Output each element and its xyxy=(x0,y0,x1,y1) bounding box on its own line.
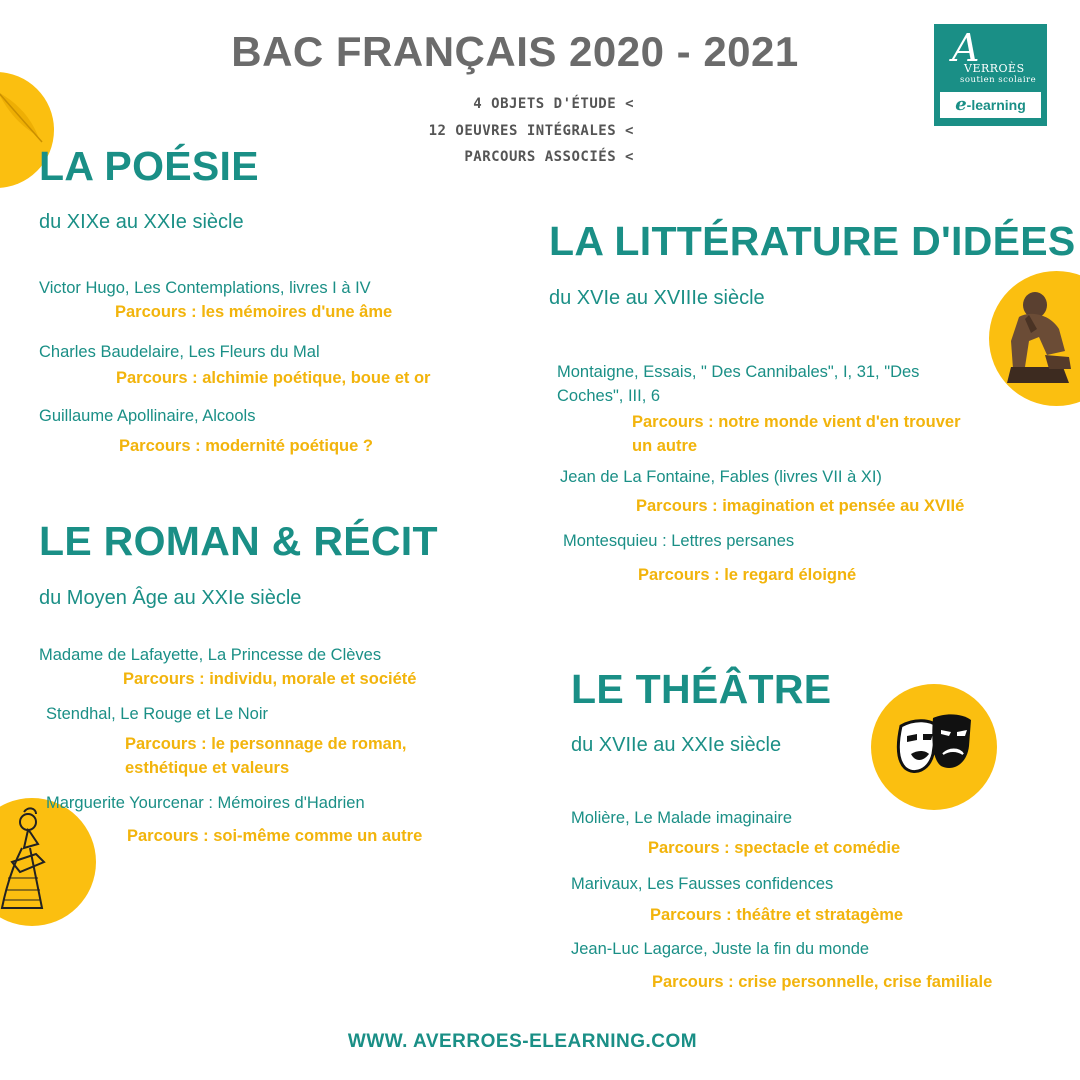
idees-work-1-line-1: Montaigne, Essais, " Des Cannibales", I, 31, "Des xyxy=(557,363,920,381)
roman-parcours-1: Parcours : individu, morale et société xyxy=(123,670,417,688)
roman-title: LE ROMAN & RÉCIT xyxy=(39,518,438,564)
logo-name: VERROÈS xyxy=(964,62,1025,75)
roman-parcours-3: Parcours : soi-même comme un autre xyxy=(127,827,423,845)
idees-circle xyxy=(989,271,1080,406)
website-link[interactable]: WWW. AVERROES-ELEARNING.COM xyxy=(347,1031,698,1052)
logo-tagline: soutien scolaire xyxy=(960,75,1037,85)
roman-parcours-2-line-2: esthétique et valeurs xyxy=(125,759,290,777)
roman-period: du Moyen Âge au XXIe siècle xyxy=(39,587,302,609)
poesie-work-3: Guillaume Apollinaire, Alcools xyxy=(39,407,256,425)
reading-woman-icon xyxy=(0,798,96,926)
summary-oeuvres: 12 OEUVRES INTÉGRALES < xyxy=(428,123,634,139)
thinker-statue-icon xyxy=(989,271,1080,406)
roman-work-2: Stendhal, Le Rouge et Le Noir xyxy=(46,705,268,723)
theatre-period: du XVIIe au XXIe siècle xyxy=(571,734,782,756)
idees-parcours-3: Parcours : le regard éloigné xyxy=(638,566,857,584)
poesie-title: LA POÉSIE xyxy=(39,143,259,189)
theatre-work-1: Molière, Le Malade imaginaire xyxy=(571,809,793,827)
averroes-logo[interactable] xyxy=(934,24,1047,126)
roman-work-3: Marguerite Yourcenar : Mémoires d'Hadrien xyxy=(46,794,365,812)
poesie-period: du XIXe au XXIe siècle xyxy=(39,211,244,233)
summary-parcours: PARCOURS ASSOCIÉS < xyxy=(464,149,634,165)
idees-work-1-line-2: Coches", III, 6 xyxy=(557,387,661,405)
poesie-work-1: Victor Hugo, Les Contemplations, livres I à IV xyxy=(39,279,371,297)
theatre-parcours-2: Parcours : théâtre et stratagème xyxy=(650,906,904,924)
theatre-work-2: Marivaux, Les Fausses confidences xyxy=(571,875,834,893)
idees-parcours-1-line-2: un autre xyxy=(632,437,698,455)
idees-title: LA LITTÉRATURE D'IDÉES xyxy=(549,218,1076,264)
poesie-parcours-3: Parcours : modernité poétique ? xyxy=(119,437,373,455)
idees-work-3: Montesquieu : Lettres persanes xyxy=(563,532,795,550)
page-title: BAC FRANÇAIS 2020 - 2021 xyxy=(231,28,799,75)
logo-badge-letter: e xyxy=(955,94,967,115)
idees-parcours-1-line-1: Parcours : notre monde vient d'en trouver xyxy=(632,413,961,431)
idees-parcours-2: Parcours : imagination et pensée au XVIIé xyxy=(636,497,965,515)
summary-objets: 4 OBJETS D'ÉTUDE < xyxy=(473,96,634,112)
idees-work-2: Jean de La Fontaine, Fables (livres VII à XI) xyxy=(560,468,882,486)
theatre-parcours-1: Parcours : spectacle et comédie xyxy=(648,839,901,857)
theatre-title: LE THÉÂTRE xyxy=(571,666,832,712)
poesie-parcours-2: Parcours : alchimie poétique, boue et or xyxy=(116,369,431,387)
theatre-work-3: Jean-Luc Lagarce, Juste la fin du monde xyxy=(571,940,870,958)
theatre-parcours-3: Parcours : crise personnelle, crise familiale xyxy=(652,973,993,991)
roman-circle xyxy=(0,798,96,926)
poesie-work-2: Charles Baudelaire, Les Fleurs du Mal xyxy=(39,343,320,361)
logo-elearning-badge xyxy=(940,92,1041,118)
logo-letter: A xyxy=(952,26,980,70)
theatre-masks-icon xyxy=(871,684,997,810)
poesie-parcours-1: Parcours : les mémoires d'une âme xyxy=(115,303,393,321)
theatre-circle xyxy=(871,684,997,810)
idees-period: du XVIe au XVIIIe siècle xyxy=(549,287,765,309)
roman-parcours-2-line-1: Parcours : le personnage de roman, xyxy=(125,735,407,753)
roman-work-1: Madame de Lafayette, La Princesse de Clèves xyxy=(39,646,382,664)
logo-badge-text: -learning xyxy=(966,97,1026,113)
